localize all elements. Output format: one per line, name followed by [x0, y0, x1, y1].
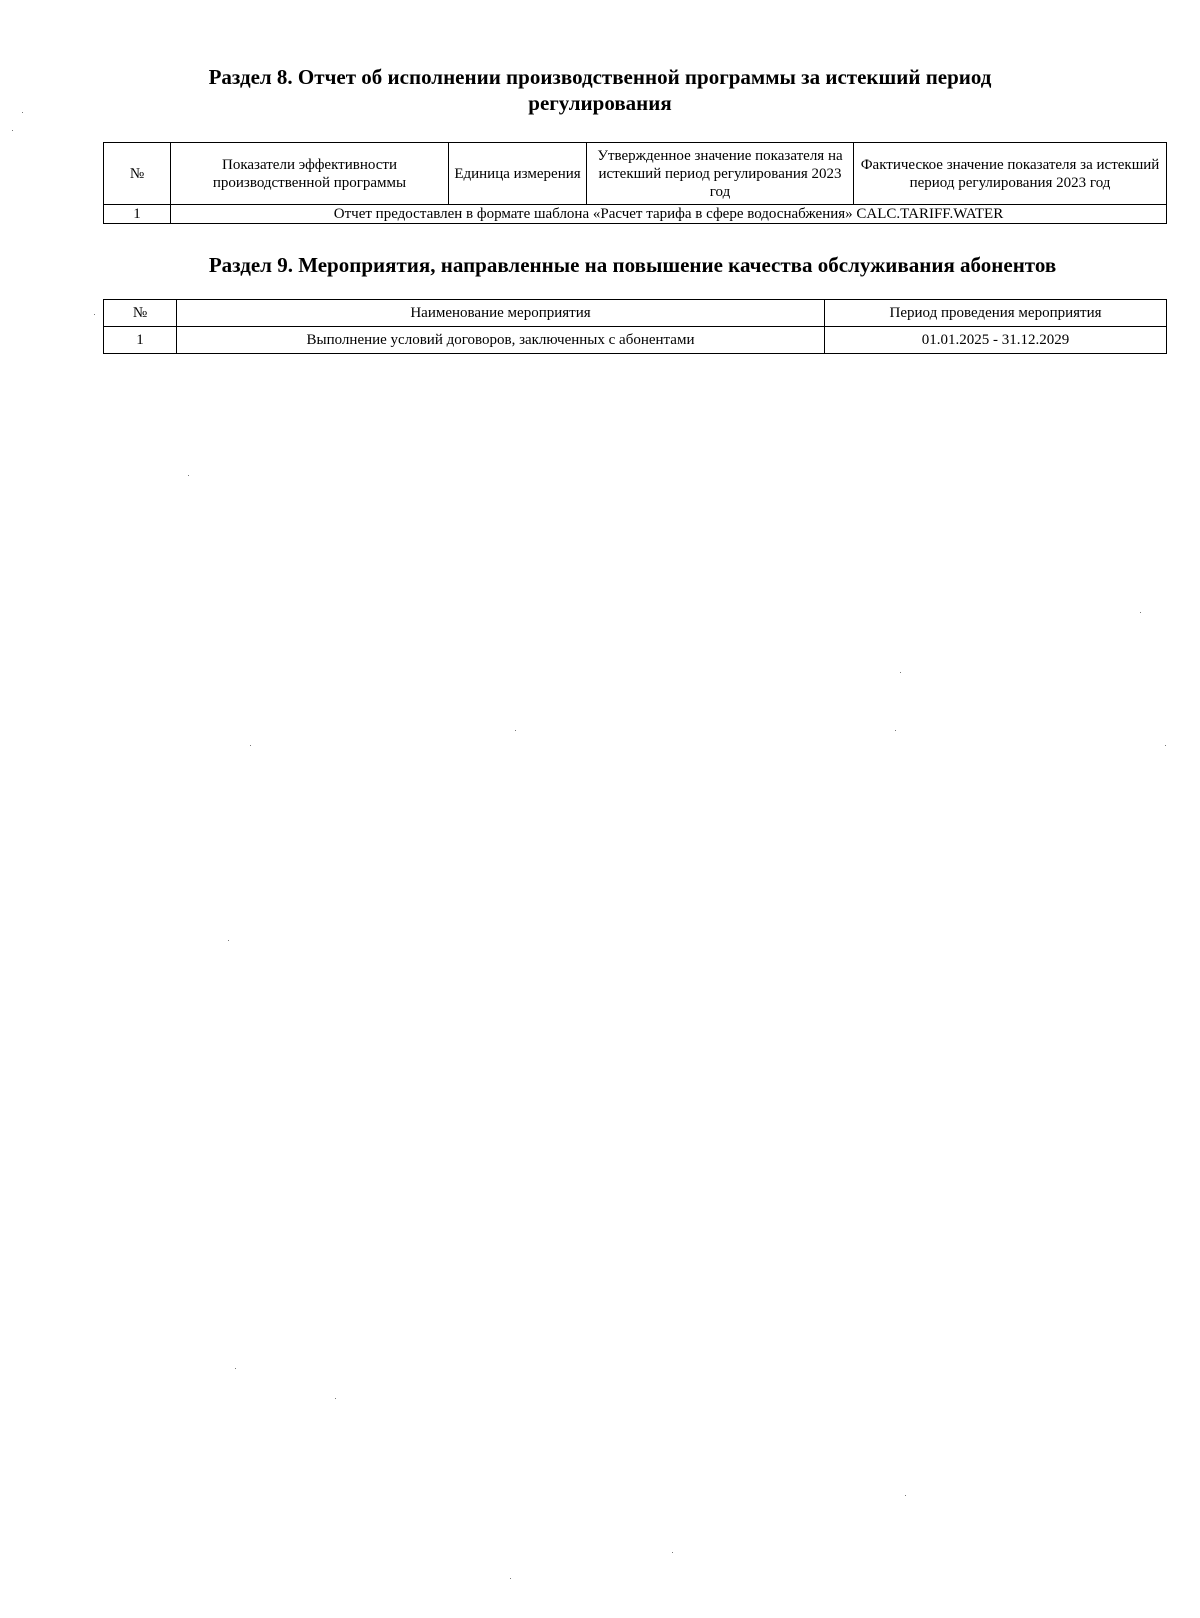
header-measure-name: Наименование мероприятия: [177, 300, 825, 327]
scan-speck: [672, 1552, 673, 1553]
row-number: 1: [104, 205, 171, 224]
production-program-report-table: [103, 142, 1167, 224]
header-indicators: Показатели эффективности производственной программы: [171, 143, 449, 205]
section-9-title: Раздел 9. Мероприятия, направленные на повышение качества обслуживания абонентов: [208, 253, 1057, 277]
scan-speck: [335, 1398, 336, 1399]
scan-speck: [12, 130, 13, 131]
scan-speck: [895, 730, 896, 731]
measure-name: Выполнение условий договоров, заключенных с абонентами: [177, 327, 825, 354]
scan-speck: [235, 1368, 236, 1369]
header-approved-value: Утвержденное значение показателя на истекший период регулирования 2023 год: [587, 143, 854, 205]
table-header-row: [104, 300, 1167, 327]
service-quality-measures-table: [103, 299, 1167, 354]
header-actual-value: Фактическое значение показателя за истекший период регулирования 2023 год: [854, 143, 1167, 205]
table-header-row: [104, 143, 1167, 205]
header-measure-period: Период проведения мероприятия: [825, 300, 1167, 327]
scan-speck: [250, 745, 251, 746]
scan-speck: [900, 672, 901, 673]
table-row: [104, 327, 1167, 354]
scan-speck: [1165, 745, 1166, 746]
scan-speck: [22, 112, 23, 113]
scan-speck: [905, 1495, 906, 1496]
table-row: [104, 205, 1167, 224]
report-note: Отчет предоставлен в формате шаблона «Расчет тарифа в сфере водоснабжения» CALC.TARIFF.WATER: [171, 205, 1167, 224]
scan-speck: [1140, 612, 1141, 613]
section-8-title: Раздел 8. Отчет об исполнении производственной программы за истекший период регулирования: [208, 65, 992, 115]
header-number: №: [104, 143, 171, 205]
scan-speck: [94, 314, 95, 315]
scan-speck: [228, 940, 229, 941]
scan-speck: [188, 475, 189, 476]
row-number: 1: [104, 327, 177, 354]
scan-speck: [510, 1578, 511, 1579]
header-unit: Единица измерения: [449, 143, 587, 205]
measure-period: 01.01.2025 - 31.12.2029: [825, 327, 1167, 354]
scan-speck: [515, 730, 516, 731]
header-number: №: [104, 300, 177, 327]
